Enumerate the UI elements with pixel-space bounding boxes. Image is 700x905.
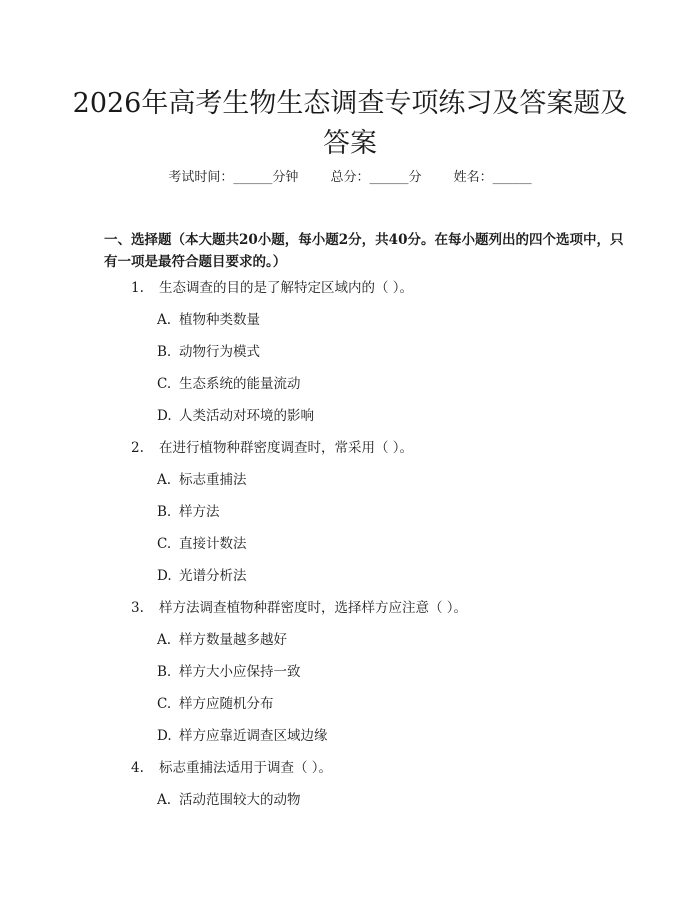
question-2-option-d xyxy=(157,566,247,586)
question-2-option-c xyxy=(157,534,247,554)
question-2 xyxy=(131,438,413,458)
question-number: 1. xyxy=(131,280,144,296)
question-number: 3. xyxy=(131,600,144,616)
question-number: 4. xyxy=(131,760,144,776)
option-letter: C. xyxy=(157,696,172,712)
option-text: 生态系统的能量流动 xyxy=(179,376,301,392)
question-text: 生态调查的目的是了解特定区域内的（ ）。 xyxy=(159,280,414,296)
question-1-option-c xyxy=(157,374,301,394)
exam-info-line xyxy=(0,168,700,188)
question-3-option-b xyxy=(157,662,301,682)
option-letter: D. xyxy=(157,568,172,584)
option-letter: B. xyxy=(157,664,172,680)
name-field: 姓名：______ xyxy=(453,170,532,185)
question-1-option-d xyxy=(157,406,314,426)
option-letter: A. xyxy=(157,632,172,648)
option-letter: B. xyxy=(157,504,172,520)
option-text: 光谱分析法 xyxy=(179,568,247,584)
section-header: 一、选择题（本大题共20小题，每小题2分，共40分。在每小题列出的四个选项中，只有一项是最符合题目要求的。） xyxy=(104,232,624,270)
option-text: 活动范围较大的动物 xyxy=(179,792,301,808)
option-letter: A. xyxy=(157,312,172,328)
question-3 xyxy=(131,598,467,618)
option-text: 样方法 xyxy=(179,504,220,520)
question-1 xyxy=(131,278,413,298)
option-text: 样方数量越多越好 xyxy=(179,632,287,648)
option-text: 人类活动对环境的影响 xyxy=(179,408,314,424)
question-text: 在进行植物种群密度调查时，常采用（ ）。 xyxy=(159,440,414,456)
option-text: 样方应靠近调查区域边缘 xyxy=(179,728,328,744)
question-text: 样方法调查植物种群密度时，选择样方应注意（ ）。 xyxy=(159,600,468,616)
option-text: 动物行为模式 xyxy=(179,344,260,360)
option-letter: B. xyxy=(157,344,172,360)
option-letter: C. xyxy=(157,536,172,552)
option-letter: D. xyxy=(157,728,172,744)
option-text: 植物种类数量 xyxy=(179,312,260,328)
option-letter: A. xyxy=(157,472,172,488)
question-4-option-a xyxy=(157,790,301,810)
question-2-option-b xyxy=(157,502,220,522)
question-3-option-c xyxy=(157,694,274,714)
question-2-option-a xyxy=(157,470,247,490)
document-title: 2026年高考生物生态调查专项练习及答案题及答案 xyxy=(72,88,628,159)
question-4 xyxy=(131,758,332,778)
question-1-option-b xyxy=(157,342,260,362)
question-text: 标志重捕法适用于调查（ ）。 xyxy=(159,760,333,776)
option-text: 标志重捕法 xyxy=(179,472,247,488)
total-score-field: 总分：______分 xyxy=(330,170,422,185)
question-number: 2. xyxy=(131,440,144,456)
option-letter: C. xyxy=(157,376,172,392)
option-letter: A. xyxy=(157,792,172,808)
question-3-option-d xyxy=(157,726,328,746)
option-text: 样方大小应保持一致 xyxy=(179,664,301,680)
option-text: 直接计数法 xyxy=(179,536,247,552)
option-text: 样方应随机分布 xyxy=(179,696,274,712)
question-1-option-a xyxy=(157,310,260,330)
exam-time-field: 考试时间：______分钟 xyxy=(168,170,299,185)
question-3-option-a xyxy=(157,630,287,650)
option-letter: D. xyxy=(157,408,172,424)
